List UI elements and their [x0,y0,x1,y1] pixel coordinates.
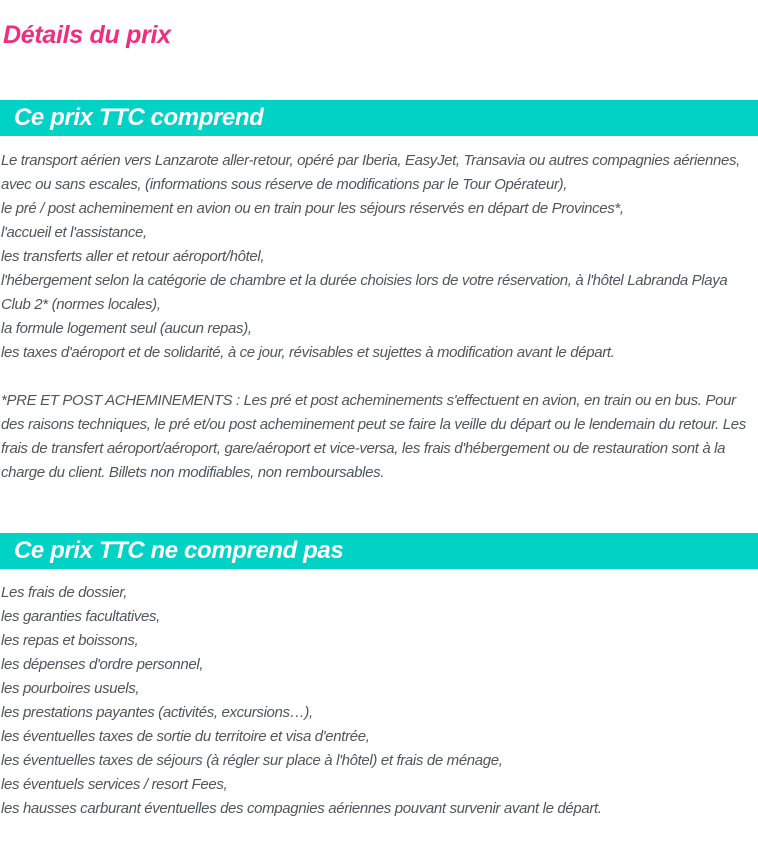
included-items-list [1,149,758,365]
not-included-item: les repas et boissons, [1,632,139,649]
included-item: l'accueil et l'assistance, [1,224,147,241]
not-included-item: Les frais de dossier, [1,584,128,601]
section-included-banner [0,100,758,136]
not-included-item: les prestations payantes (activités, excursions…), [1,704,313,721]
included-item: la formule logement seul (aucun repas), [1,320,252,337]
section-not-included [0,533,758,821]
section-included [0,100,758,485]
included-item: les transferts aller et retour aéroport/hôtel, [1,248,265,265]
not-included-item: les hausses carburant éventuelles des compagnies aériennes pouvant survenir avant le départ. [1,800,602,817]
included-item: Le transport aérien vers Lanzarote aller-retour, opéré par Iberia, EasyJet, Transavia ou autres compagnies aériennes, avec ou sans escales, (informations sous réserve de modifications par le Tour Opérateur), [1,152,740,193]
not-included-item: les dépenses d'ordre personnel, [1,656,204,673]
not-included-item: les garanties facultatives, [1,608,160,625]
included-item: les taxes d'aéroport et de solidarité, à ce jour, révisables et sujettes à modification avant le départ. [1,344,615,361]
pre-post-acheminements-note: *PRE ET POST ACHEMINEMENTS : Les pré et post acheminements s'effectuent en avion, en train ou en bus. Pour des raisons techniques, le pré et/ou post acheminement peut se faire la veille du départ ou le lendemain du retour. Les frais de transfert aéroport/aéroport, gare/aéroport et vice-versa, les frais d'hébergement ou de restauration sont à la charge du client. Billets non modifiables, non remboursables. [1,392,746,481]
not-included-item: les éventuelles taxes de sortie du territoire et visa d'entrée, [1,728,370,745]
included-item: le pré / post acheminement en avion ou en train pour les séjours réservés en départ de Provinces*, [1,200,624,217]
section-not-included-heading: Ce prix TTC ne comprend pas [14,537,344,564]
section-included-heading: Ce prix TTC comprend [14,104,264,131]
price-details-page [0,18,758,851]
section-not-included-banner [0,533,758,569]
not-included-item: les éventuels services / resort Fees, [1,776,228,793]
page-title: Détails du prix [3,21,171,49]
included-item: l'hébergement selon la catégorie de chambre et la durée choisies lors de votre réservation, à l'hôtel Labranda Playa Club 2* (normes locales), [1,272,728,313]
not-included-items-list [1,581,758,821]
not-included-item: les éventuelles taxes de séjours (à régler sur place à l'hôtel) et frais de ménage, [1,752,503,769]
not-included-item: les pourboires usuels, [1,680,140,697]
